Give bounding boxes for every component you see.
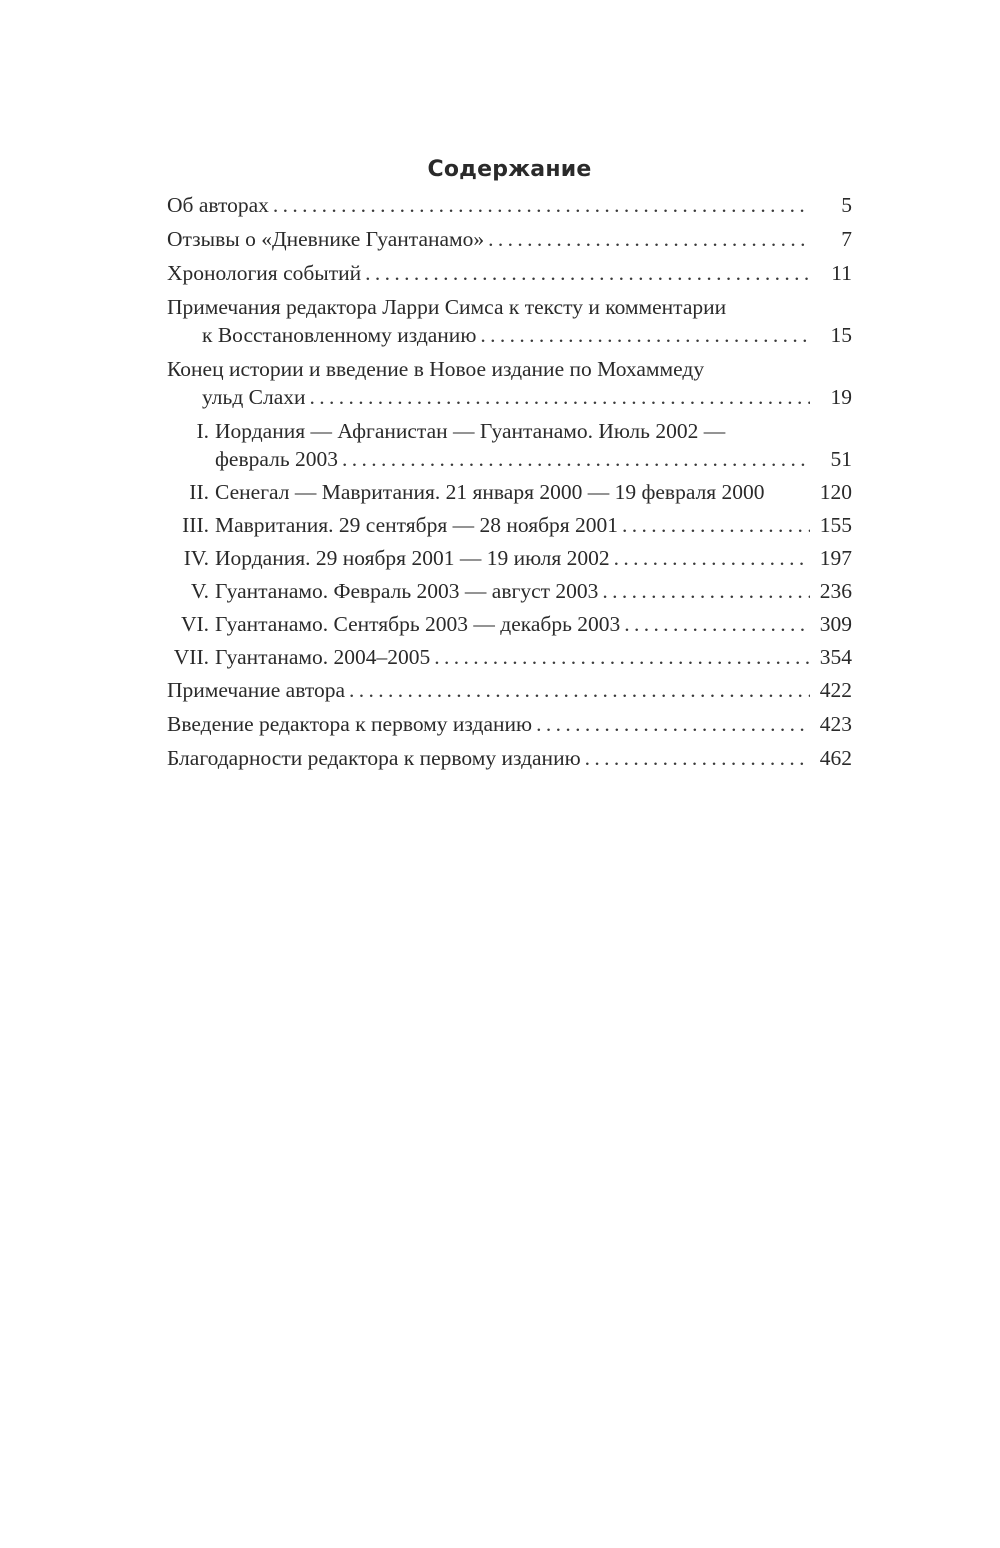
chapter-title-line2: февраль 2003 bbox=[215, 447, 339, 471]
toc-entry[interactable] bbox=[167, 293, 852, 349]
dot-leader bbox=[585, 744, 810, 772]
toc-page-number: 120 bbox=[819, 480, 852, 504]
toc-entry-title: Хронология событий bbox=[167, 261, 362, 285]
toc-entry-title-line1: Конец истории и введение в Новое издание по Мохаммеду bbox=[167, 357, 705, 381]
dot-leader bbox=[273, 191, 810, 219]
toc-page-number: 7 bbox=[841, 227, 852, 251]
toc-entry-title: Об авторах bbox=[167, 193, 269, 217]
toc-page-number: 354 bbox=[819, 645, 852, 669]
chapter-number: III. bbox=[182, 513, 209, 537]
dot-leader bbox=[488, 225, 810, 253]
toc-page-number: 11 bbox=[831, 261, 852, 285]
toc-chapter-entry[interactable] bbox=[167, 511, 852, 539]
toc-page-number: 423 bbox=[819, 712, 852, 736]
toc-list bbox=[167, 191, 852, 772]
toc-chapter-entry[interactable] bbox=[167, 478, 852, 506]
toc-page-number: 462 bbox=[819, 746, 852, 770]
dot-leader bbox=[536, 710, 810, 738]
dot-leader bbox=[624, 610, 810, 638]
chapter-title: Гуантанамо. 2004–2005 bbox=[215, 645, 431, 669]
toc-chapter-entry[interactable] bbox=[167, 417, 852, 473]
dot-leader bbox=[342, 445, 810, 473]
toc-page-number: 422 bbox=[819, 678, 852, 702]
toc-entry[interactable] bbox=[167, 744, 852, 772]
dot-leader bbox=[614, 544, 810, 572]
toc-entry[interactable] bbox=[167, 259, 852, 287]
toc-entry[interactable] bbox=[167, 355, 852, 411]
toc-page-number: 309 bbox=[819, 612, 852, 636]
dot-leader bbox=[480, 321, 810, 349]
dot-leader bbox=[622, 511, 810, 539]
chapter-number: VII. bbox=[173, 645, 209, 669]
dot-leader bbox=[434, 643, 810, 671]
toc-entry[interactable] bbox=[167, 191, 852, 219]
chapter-number: IV. bbox=[183, 546, 209, 570]
toc-chapter-entry[interactable] bbox=[167, 610, 852, 638]
toc-entry-title: Введение редактора к первому изданию bbox=[167, 712, 533, 736]
dot-leader bbox=[310, 383, 810, 411]
toc-page-number: 15 bbox=[830, 323, 852, 347]
toc-entry-title-line1: Примечания редактора Ларри Симса к тексту и комментарии bbox=[167, 295, 727, 319]
dot-leader bbox=[349, 676, 810, 704]
toc-title: Содержание bbox=[427, 157, 592, 182]
chapter-number: V. bbox=[190, 579, 209, 603]
chapter-title: Иордания. 29 ноября 2001 — 19 июля 2002 bbox=[215, 546, 610, 570]
chapter-title: Сенегал — Мавритания. 21 января 2000 — 19 февраля 2000 bbox=[215, 480, 765, 504]
toc-page-number: 5 bbox=[841, 193, 852, 217]
dot-leader bbox=[602, 577, 810, 605]
toc-page-number: 51 bbox=[830, 447, 852, 471]
toc-page-number: 19 bbox=[830, 385, 852, 409]
toc-entry-title: Примечание автора bbox=[167, 678, 345, 702]
toc-chapter-entry[interactable] bbox=[167, 544, 852, 572]
chapter-number: I. bbox=[196, 419, 209, 443]
chapter-number: VI. bbox=[180, 612, 209, 636]
toc-page bbox=[167, 155, 852, 778]
toc-entry-title: Отзывы о «Дневнике Гуантанамо» bbox=[167, 227, 485, 251]
toc-entry[interactable] bbox=[167, 676, 852, 704]
dot-leader bbox=[365, 259, 810, 287]
toc-page-number: 155 bbox=[819, 513, 852, 537]
chapter-title: Гуантанамо. Февраль 2003 — август 2003 bbox=[215, 579, 599, 603]
toc-entry-title: Благодарности редактора к первому изданию bbox=[167, 746, 581, 770]
toc-chapter-entry[interactable] bbox=[167, 643, 852, 671]
toc-entry-title-line2: к Восстановленному изданию bbox=[202, 323, 477, 347]
toc-page-number: 236 bbox=[819, 579, 852, 603]
toc-chapter-entry[interactable] bbox=[167, 577, 852, 605]
chapter-title-line1: Иордания — Афганистан — Гуантанамо. Июль 2002 — bbox=[215, 419, 726, 443]
chapter-title: Гуантанамо. Сентябрь 2003 — декабрь 2003 bbox=[215, 612, 621, 636]
toc-entry[interactable] bbox=[167, 710, 852, 738]
chapter-number: II. bbox=[189, 480, 209, 504]
chapter-title: Мавритания. 29 сентября — 28 ноября 2001 bbox=[215, 513, 619, 537]
toc-page-number: 197 bbox=[819, 546, 852, 570]
toc-entry[interactable] bbox=[167, 225, 852, 253]
toc-entry-title-line2: ульд Слахи bbox=[202, 385, 306, 409]
